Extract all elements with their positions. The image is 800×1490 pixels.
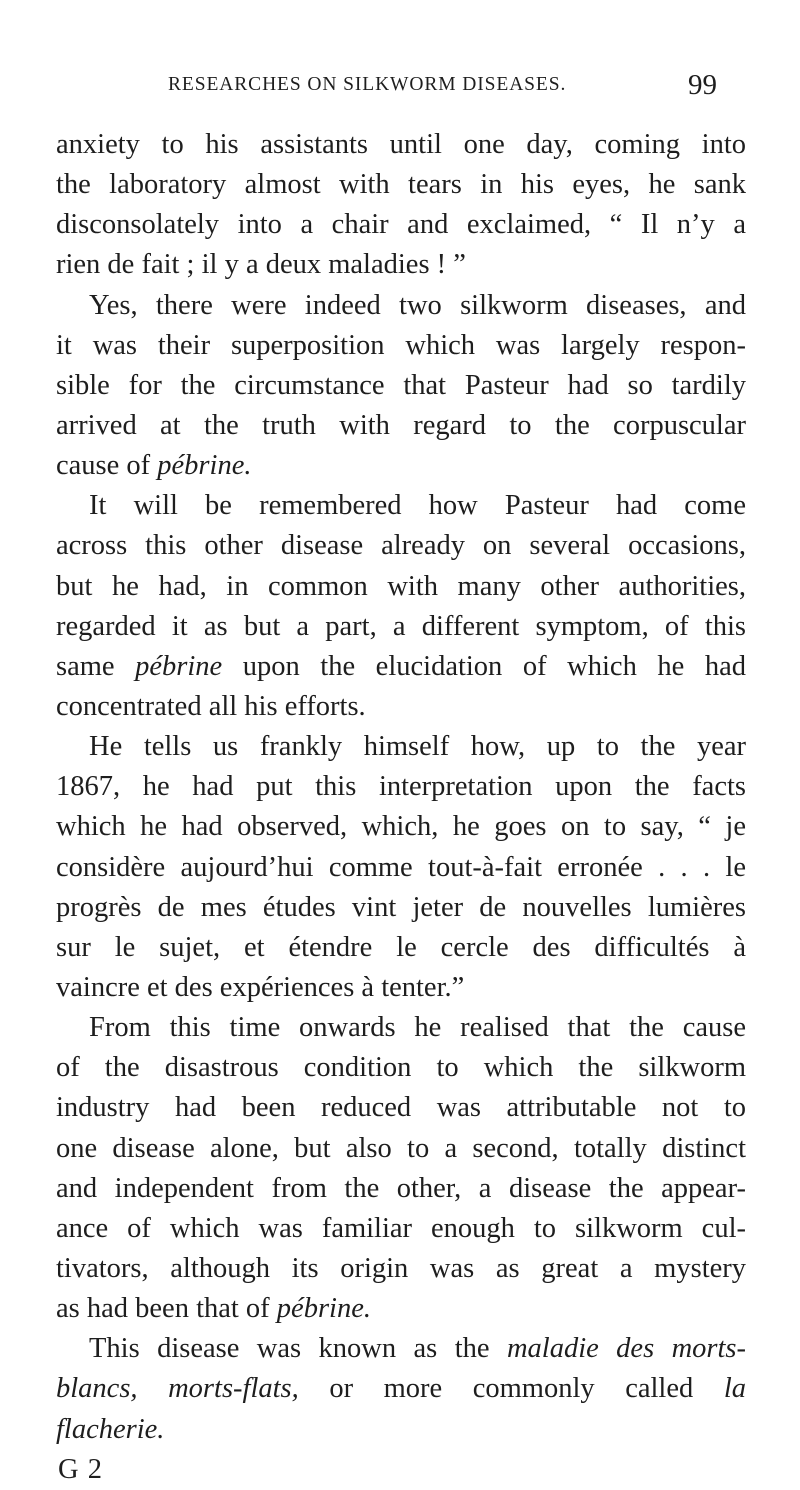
text-line: which he had observed, which, he goes on to say, “ je [56, 811, 746, 843]
italic-text: pébrine [135, 650, 223, 682]
text-span: cause of [56, 450, 158, 482]
text-line: rien de fait ; il y a deux maladies ! ” [56, 249, 466, 281]
text-line: sur le sujet, et étendre le cercle des difficultés à [56, 931, 746, 963]
italic-text: pébrine. [157, 450, 252, 482]
text-line [56, 1410, 746, 1450]
page-number: 99 [688, 69, 717, 101]
text-line: vaincre et des expériences à tenter.” [56, 971, 465, 1003]
text-line: and independent from the other, a disease the appear- [56, 1172, 746, 1204]
text-line: concentrated all his efforts. [56, 690, 366, 722]
text-line: considère aujourd’hui comme tout-à-fait erronée . . . le [56, 851, 746, 883]
text-line [56, 446, 746, 486]
text-span: as had been that of [56, 1293, 277, 1325]
text-span: This disease was known as the [89, 1333, 507, 1365]
text-span: upon the elucidation of which he had [222, 650, 746, 682]
text-line: He tells us frankly himself how, up to the year [89, 731, 746, 763]
text-line: It will be remembered how Pasteur had come [89, 490, 746, 522]
text-line: of the disastrous condition to which the silkworm [56, 1052, 746, 1084]
text-line: Yes, there were indeed two silkworm diseases, and [89, 289, 746, 321]
text-line: it was their superposition which was largely respon- [56, 329, 746, 361]
text-line: From this time onwards he realised that the cause [89, 1012, 746, 1044]
italic-text: la [723, 1373, 746, 1405]
italic-text: flacherie. [56, 1413, 165, 1445]
italic-text: maladie des morts- [506, 1333, 747, 1365]
text-line [56, 1289, 746, 1329]
text-line: ance of which was familiar enough to silkworm cul- [56, 1212, 746, 1244]
text-line: 1867, he had put this interpretation upon the facts [56, 771, 746, 803]
text-line: but he had, in common with many other authorities, [56, 570, 746, 602]
text-line: tivators, although its origin was as great a mystery [56, 1252, 746, 1284]
italic-text: pébrine. [276, 1293, 371, 1325]
text-line: progrès de mes études vint jeter de nouvelles lumières [56, 891, 746, 923]
signature-mark: G 2 [58, 1453, 103, 1485]
text-line [56, 1329, 746, 1369]
text-span: or more commonly called [298, 1373, 724, 1405]
text-line [56, 1369, 746, 1409]
text-line: anxiety to his assistants until one day, coming into [56, 129, 746, 160]
text-line: the laboratory almost with tears in his eyes, he sank [56, 169, 746, 201]
text-line: disconsolately into a chair and exclaimed, “ Il n’y a [56, 209, 746, 241]
text-line: sible for the circumstance that Pasteur had so tardily [56, 369, 746, 401]
italic-text: blancs, morts-flats, [56, 1373, 299, 1405]
body-text [56, 125, 746, 1490]
text-line: one disease alone, but also to a second, totally distinct [56, 1132, 746, 1164]
text-line: industry had been reduced was attributable not to [56, 1092, 746, 1124]
text-line: regarded it as but a part, a different symptom, of this [56, 610, 746, 642]
running-head [0, 69, 800, 112]
text-line [56, 647, 746, 687]
text-line: arrived at the truth with regard to the corpuscular [56, 409, 746, 441]
text-line: across this other disease already on several occasions, [56, 530, 746, 562]
running-title: RESEARCHES ON SILKWORM DISEASES. [168, 74, 567, 95]
text-span: same [56, 650, 136, 682]
